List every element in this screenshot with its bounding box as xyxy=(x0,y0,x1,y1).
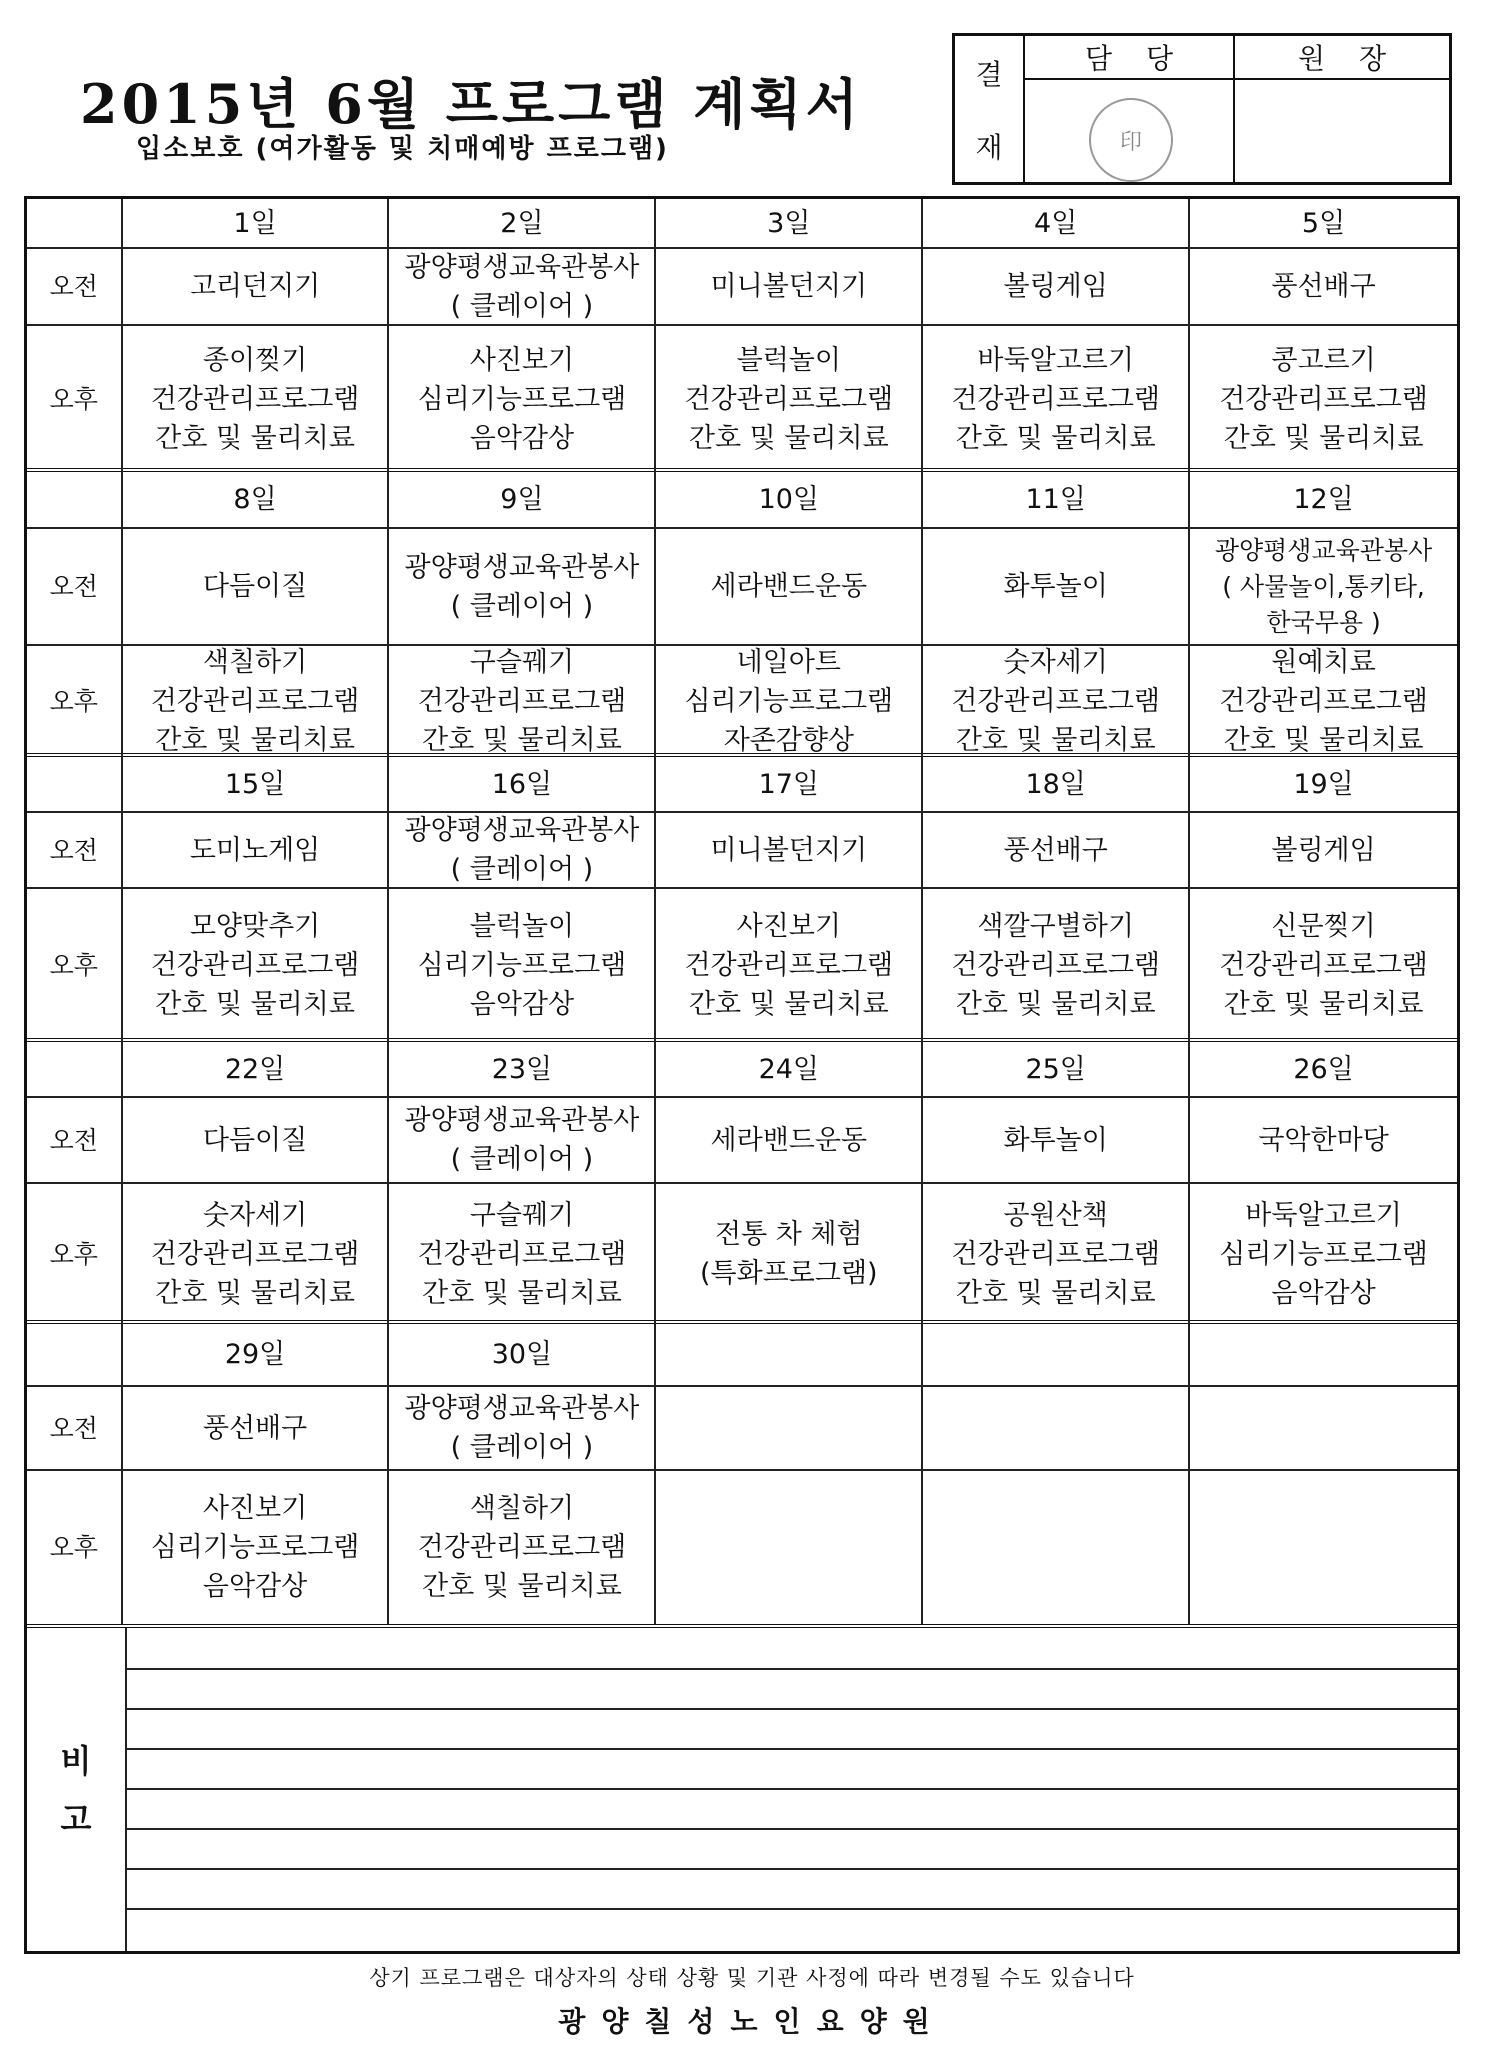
program-line: 건강관리프로그램 xyxy=(684,383,894,415)
program-line: 심리기능프로그램 xyxy=(417,950,627,981)
remarks-line xyxy=(127,1668,1457,1670)
date-cell: 17일 xyxy=(656,757,923,811)
date-cell: 12일 xyxy=(1293,484,1354,515)
program-line: 간호 및 물리치료 xyxy=(1223,422,1424,454)
program-line: 광양평생교육관봉사 xyxy=(404,1105,640,1136)
program-line: 광양평생교육관봉사 xyxy=(404,815,640,846)
approval-col-director xyxy=(1235,36,1449,182)
seal-stamp-icon: 印 xyxy=(1089,98,1173,182)
program-line: 색칠하기 xyxy=(469,1493,575,1524)
afternoon-program-cell xyxy=(389,1471,656,1624)
afternoon-program-cell xyxy=(123,889,390,1042)
program-line: 다듬이질 xyxy=(202,1124,308,1156)
program-line: ( 클레이어 ) xyxy=(450,1432,594,1463)
afternoon-row xyxy=(27,646,1457,757)
afternoon-program-cell xyxy=(656,1184,923,1324)
program-line: 도미노게임 xyxy=(189,834,321,866)
program-line: 음악감상 xyxy=(469,422,575,454)
afternoon-program-cell xyxy=(923,1184,1190,1324)
morning-program-cell xyxy=(123,529,390,644)
remarks-line xyxy=(127,1828,1457,1830)
afternoon-program-cell xyxy=(923,1471,1190,1624)
program-line: 건강관리프로그램 xyxy=(417,686,627,717)
program-line: 모양맞추기 xyxy=(189,911,321,942)
date-cell: 5일 xyxy=(1301,207,1346,239)
program-line: 광양평생교육관봉사 xyxy=(404,551,640,583)
corner-cell xyxy=(27,472,123,527)
date-cell: 26일 xyxy=(1293,1053,1354,1085)
approval-box xyxy=(952,33,1452,185)
program-line: 블럭놀이 xyxy=(469,911,575,942)
program-line: 다듬이질 xyxy=(202,571,308,602)
program-line: 간호 및 물리치료 xyxy=(955,422,1156,454)
program-line: 광양평생교육관봉사 xyxy=(1214,535,1433,565)
schedule-table xyxy=(24,196,1460,1954)
remarks-line xyxy=(127,1868,1457,1870)
program-line: 콩고르기 xyxy=(1271,344,1376,376)
organization-name: 광양칠성노인요양원 xyxy=(558,2005,946,2038)
afternoon-program-cell xyxy=(389,326,656,472)
morning-program-cell xyxy=(389,1387,656,1469)
program-line: 심리기능프로그램 xyxy=(417,383,627,415)
date-cell: 29일 xyxy=(123,1324,390,1385)
morning-program-cell xyxy=(1190,1098,1457,1182)
afternoon-program-cell xyxy=(923,889,1190,1042)
afternoon-program-cell xyxy=(1190,1184,1457,1324)
date-cell: 18일 xyxy=(923,757,1190,811)
afternoon-label: 오후 xyxy=(27,1184,123,1324)
program-line: 간호 및 물리치료 xyxy=(688,989,889,1020)
program-line: 사진보기 xyxy=(469,344,575,376)
morning-program-cell xyxy=(123,1387,390,1469)
program-line: 간호 및 물리치료 xyxy=(422,1571,622,1602)
program-line: 볼링게임 xyxy=(1271,834,1376,866)
program-line: 건강관리프로그램 xyxy=(150,950,360,981)
program-line: 고리던지기 xyxy=(189,271,321,302)
date-row xyxy=(27,472,1457,529)
program-line: 한국무용 ) xyxy=(1266,607,1381,637)
program-line: 풍선배구 xyxy=(1271,271,1376,302)
program-line: 음악감상 xyxy=(1271,1277,1376,1309)
approval-col-manager xyxy=(1025,36,1235,182)
program-line: 자존감향상 xyxy=(723,725,854,756)
date-cell xyxy=(656,1324,923,1385)
approval-lead xyxy=(955,36,1025,182)
afternoon-program-cell xyxy=(123,326,390,472)
morning-program-cell xyxy=(923,1098,1190,1182)
morning-program-cell xyxy=(123,1098,390,1182)
remarks-line xyxy=(127,1748,1457,1750)
afternoon-program-cell xyxy=(656,326,923,472)
program-line: 심리기능프로그램 xyxy=(684,686,894,717)
program-line: 신문찢기 xyxy=(1271,911,1376,942)
week-block xyxy=(27,1324,1457,1624)
morning-program-cell xyxy=(923,529,1190,644)
program-line: ( 사물놀이,통키타, xyxy=(1222,571,1425,601)
program-line: 간호 및 물리치료 xyxy=(1223,989,1424,1020)
program-line: 건강관리프로그램 xyxy=(951,686,1160,717)
morning-program-cell xyxy=(389,249,656,324)
program-line: 세라밴드운동 xyxy=(710,571,868,602)
program-line: 간호 및 물리치료 xyxy=(422,1277,622,1309)
afternoon-label: 오후 xyxy=(27,646,123,757)
approval-col-director-head: 원장 xyxy=(1235,36,1449,80)
afternoon-program-cell xyxy=(123,1184,390,1324)
remarks-line xyxy=(127,1708,1457,1710)
date-cell: 30일 xyxy=(389,1324,656,1385)
program-line: 원예치료 xyxy=(1271,647,1376,678)
afternoon-program-cell xyxy=(1190,1471,1457,1624)
morning-program-cell xyxy=(123,813,390,887)
afternoon-program-cell xyxy=(923,646,1190,757)
morning-program-cell xyxy=(656,249,923,324)
program-line: 블럭놀이 xyxy=(736,344,841,376)
program-line: 전통 차 체험 xyxy=(715,1219,863,1250)
program-line: 건강관리프로그램 xyxy=(951,950,1160,981)
program-line: 색칠하기 xyxy=(202,647,308,678)
afternoon-program-cell xyxy=(123,646,390,757)
morning-program-cell xyxy=(123,249,390,324)
week-block xyxy=(27,199,1457,472)
approval-col-manager-head: 담당 xyxy=(1025,36,1233,80)
program-line: 숫자세기 xyxy=(202,1199,308,1231)
remarks-label-char: 고 xyxy=(60,1799,92,1838)
morning-row xyxy=(27,1387,1457,1471)
afternoon-row xyxy=(27,889,1457,1042)
program-line: ( 클레이어 ) xyxy=(450,854,594,885)
date-row xyxy=(27,1042,1457,1098)
afternoon-label: 오후 xyxy=(27,1471,123,1624)
morning-program-cell xyxy=(656,529,923,644)
program-line: 미니볼던지기 xyxy=(710,834,868,866)
program-line: 세라밴드운동 xyxy=(710,1124,868,1156)
afternoon-program-cell xyxy=(389,889,656,1042)
program-line: 간호 및 물리치료 xyxy=(155,725,355,756)
program-line: 간호 및 물리치료 xyxy=(1223,725,1424,756)
morning-row xyxy=(27,529,1457,646)
corner-cell xyxy=(27,199,123,247)
date-cell: 24일 xyxy=(656,1042,923,1096)
afternoon-row xyxy=(27,1471,1457,1624)
date-cell: 3일 xyxy=(656,199,923,247)
program-line: 사진보기 xyxy=(202,1493,308,1524)
corner-cell xyxy=(27,1324,123,1385)
program-line: 볼링게임 xyxy=(1003,271,1108,302)
program-line: 건강관리프로그램 xyxy=(951,1238,1160,1270)
program-line: 화투놀이 xyxy=(1003,571,1108,602)
program-line: 건강관리프로그램 xyxy=(1219,383,1428,415)
program-line: 풍선배구 xyxy=(1003,834,1108,866)
date-cell: 15일 xyxy=(123,757,390,811)
afternoon-program-cell xyxy=(656,1471,923,1624)
program-line: 간호 및 물리치료 xyxy=(955,725,1156,756)
morning-label: 오전 xyxy=(27,1098,123,1182)
remarks-label-char: 비 xyxy=(60,1741,92,1780)
program-line: 건강관리프로그램 xyxy=(1219,950,1428,981)
program-line: 광양평생교육관봉사 xyxy=(404,251,640,283)
program-line: 간호 및 물리치료 xyxy=(955,1277,1156,1309)
program-line: 광양평생교육관봉사 xyxy=(404,1393,640,1424)
morning-row xyxy=(27,813,1457,889)
date-row xyxy=(27,757,1457,813)
program-line: 풍선배구 xyxy=(202,1412,308,1444)
morning-program-cell xyxy=(923,1387,1190,1469)
remarks-line xyxy=(127,1788,1457,1790)
week-block xyxy=(27,472,1457,757)
morning-label: 오전 xyxy=(27,813,123,887)
date-cell xyxy=(923,1324,1190,1385)
week-block xyxy=(27,1042,1457,1324)
afternoon-program-cell xyxy=(1190,889,1457,1042)
date-cell: 22일 xyxy=(123,1042,390,1096)
date-cell: 9일 xyxy=(389,472,656,527)
corner-cell xyxy=(27,1042,123,1096)
program-line: 건강관리프로그램 xyxy=(1219,686,1428,717)
morning-program-cell xyxy=(389,529,656,644)
program-line: 음악감상 xyxy=(469,989,575,1020)
program-line: 간호 및 물리치료 xyxy=(155,422,355,454)
morning-program-cell xyxy=(389,1098,656,1182)
program-line: 간호 및 물리치료 xyxy=(688,422,889,454)
program-line: 간호 및 물리치료 xyxy=(422,725,622,756)
afternoon-program-cell xyxy=(1190,326,1457,472)
morning-label: 오전 xyxy=(27,1387,123,1469)
date-cell: 2일 xyxy=(389,199,656,247)
date-cell: 10일 xyxy=(656,472,923,527)
date-cell: 19일 xyxy=(1293,768,1354,800)
afternoon-program-cell xyxy=(389,1184,656,1324)
program-line: 간호 및 물리치료 xyxy=(955,989,1156,1020)
morning-program-cell xyxy=(1190,249,1457,324)
date-cell: 8일 xyxy=(123,472,390,527)
program-line: ( 클레이어 ) xyxy=(450,590,594,622)
program-line: 공원산책 xyxy=(1003,1199,1108,1231)
date-cell: 1일 xyxy=(123,199,390,247)
date-row xyxy=(27,199,1457,249)
morning-program-cell xyxy=(1190,1387,1457,1469)
program-line: 바둑알고르기 xyxy=(1245,1199,1402,1231)
date-cell: 25일 xyxy=(923,1042,1190,1096)
approval-lead-1: 결 xyxy=(975,57,1003,91)
program-line: 간호 및 물리치료 xyxy=(155,1277,355,1309)
program-line: 숫자세기 xyxy=(1003,647,1108,678)
program-line: 화투놀이 xyxy=(1003,1124,1108,1156)
morning-label: 오전 xyxy=(27,529,123,644)
afternoon-program-cell xyxy=(923,326,1190,472)
program-line: 건강관리프로그램 xyxy=(417,1532,627,1563)
morning-program-cell xyxy=(656,813,923,887)
afternoon-program-cell xyxy=(123,1471,390,1624)
page-title: 2015년 6월 프로그램 계획서 xyxy=(80,72,862,136)
program-line: 미니볼던지기 xyxy=(710,271,868,302)
corner-cell xyxy=(27,757,123,811)
program-line: 네일아트 xyxy=(736,647,841,678)
program-line: 건강관리프로그램 xyxy=(951,383,1160,415)
program-line: 간호 및 물리치료 xyxy=(155,989,355,1020)
program-line: 심리기능프로그램 xyxy=(150,1532,360,1563)
program-line: 종이찢기 xyxy=(202,344,308,376)
program-line: 구슬꿰기 xyxy=(469,1199,575,1231)
program-line: 건강관리프로그램 xyxy=(150,1238,360,1270)
morning-program-cell xyxy=(1190,529,1457,644)
date-cell xyxy=(1190,1324,1457,1385)
program-line: ( 클레이어 ) xyxy=(450,1144,594,1175)
approval-lead-2: 재 xyxy=(975,130,1003,164)
program-line: 건강관리프로그램 xyxy=(150,383,360,415)
page-subtitle: 입소보호 (여가활동 및 치매예방 프로그램) xyxy=(136,134,669,164)
afternoon-label: 오후 xyxy=(27,326,123,472)
date-cell: 4일 xyxy=(923,199,1190,247)
afternoon-label: 오후 xyxy=(27,889,123,1042)
program-line: ( 클레이어 ) xyxy=(450,290,594,322)
program-line: 음악감상 xyxy=(202,1571,308,1602)
footer-note: 상기 프로그램은 대상자의 상태 상황 및 기관 사정에 따라 변경될 수도 있습니다 xyxy=(369,1966,1135,1990)
morning-program-cell xyxy=(656,1387,923,1469)
afternoon-program-cell xyxy=(1190,646,1457,757)
program-line: (특화프로그램) xyxy=(700,1258,878,1289)
program-line: 건강관리프로그램 xyxy=(417,1238,627,1270)
date-cell: 23일 xyxy=(389,1042,656,1096)
morning-label: 오전 xyxy=(27,249,123,324)
morning-program-cell xyxy=(656,1098,923,1182)
program-line: 바둑알고르기 xyxy=(977,344,1134,376)
date-cell: 11일 xyxy=(923,472,1190,527)
date-cell: 16일 xyxy=(389,757,656,811)
afternoon-row xyxy=(27,326,1457,472)
morning-row xyxy=(27,249,1457,326)
remarks-line xyxy=(127,1908,1457,1910)
program-line: 사진보기 xyxy=(736,911,841,942)
morning-program-cell xyxy=(923,249,1190,324)
program-line: 건강관리프로그램 xyxy=(150,686,360,717)
remarks-section xyxy=(27,1624,1457,1951)
program-line: 구슬꿰기 xyxy=(469,647,575,678)
afternoon-program-cell xyxy=(656,646,923,757)
morning-program-cell xyxy=(923,813,1190,887)
program-line: 건강관리프로그램 xyxy=(684,950,894,981)
program-line: 색깔구별하기 xyxy=(977,911,1134,942)
morning-row xyxy=(27,1098,1457,1184)
program-line: 심리기능프로그램 xyxy=(1219,1238,1428,1270)
afternoon-row xyxy=(27,1184,1457,1324)
afternoon-program-cell xyxy=(656,889,923,1042)
afternoon-program-cell xyxy=(389,646,656,757)
remarks-label xyxy=(27,1628,127,1951)
morning-program-cell xyxy=(389,813,656,887)
morning-program-cell xyxy=(1190,813,1457,887)
week-block xyxy=(27,757,1457,1042)
date-row xyxy=(27,1324,1457,1387)
program-line: 국악한마당 xyxy=(1258,1124,1389,1156)
